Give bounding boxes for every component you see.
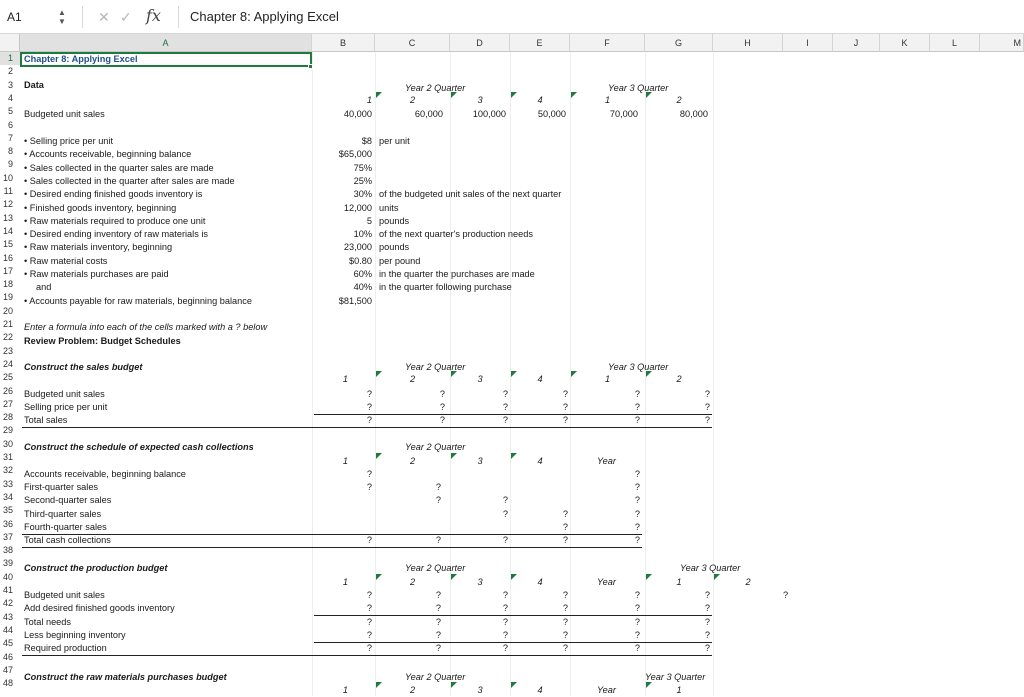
cell-e25[interactable]: 4 [537,374,543,384]
cell-b7[interactable]: $8 [361,136,372,146]
formula-placeholder[interactable]: ? [634,629,640,640]
column-header-g[interactable]: G [645,34,713,52]
cell-g39[interactable]: Year 3 Quarter [680,563,741,574]
cell-f24[interactable]: Year 3 Quarter [608,362,669,373]
row-header[interactable]: 1 [0,52,20,65]
cell-b13[interactable]: 5 [366,215,372,226]
cell-c18[interactable]: in the quarter following purchase [379,282,512,293]
cell-c31[interactable]: 2 [409,456,416,466]
cell-e40[interactable]: 4 [537,577,543,587]
cell-d4[interactable]: 3 [477,95,483,105]
cell-a7[interactable]: • Selling price per unit [24,136,114,146]
cell-a9[interactable]: • Sales collected in the quarter sales are made [24,162,214,173]
row-header[interactable]: 9 [0,158,20,171]
row-header[interactable]: 20 [0,305,20,318]
cell-a10[interactable]: • Sales collected in the quarter after sales are made [24,175,235,186]
cell-g25[interactable]: 2 [676,374,682,384]
cell-b8[interactable]: $65,000 [338,149,372,160]
cell-a45[interactable]: Required production [24,643,107,654]
cell-b31[interactable]: 1 [342,456,348,466]
row-header[interactable]: 19 [0,291,20,304]
cell-a13[interactable]: • Raw materials required to produce one unit [24,215,206,226]
name-box[interactable]: A1 [7,10,22,24]
cell-a21[interactable]: Enter a formula into each of the cells marked with a ? below [24,322,268,333]
error-indicator [646,92,652,98]
cell-a32[interactable]: Accounts receivable, beginning balance [24,468,186,479]
cell-c5[interactable]: 60,000 [414,109,443,119]
formula-placeholder[interactable]: ? [704,629,710,640]
formula-placeholder[interactable]: ? [502,535,508,546]
row-header[interactable]: 16 [0,252,20,265]
cell-b4[interactable]: 1 [366,95,372,105]
cell-a22[interactable]: Review Problem: Budget Schedules [24,335,181,346]
formula-placeholder[interactable]: ? [562,508,568,519]
cell-b11[interactable]: 30% [353,189,372,200]
formula-placeholder[interactable]: ? [502,643,508,654]
formula-input[interactable]: Chapter 8: Applying Excel [190,9,339,24]
row-header[interactable]: 36 [0,518,20,531]
row-header[interactable]: 13 [0,212,20,225]
column-header-i[interactable]: I [783,34,833,52]
row-header[interactable]: 31 [0,451,20,464]
cell-c4[interactable]: 2 [409,95,416,105]
cell-d40[interactable]: 3 [477,577,483,587]
formula-placeholder[interactable]: ? [562,629,568,640]
formula-placeholder[interactable]: ? [435,643,441,654]
cell-b14[interactable]: 10% [353,229,372,240]
cell-b19[interactable]: $81,500 [338,295,372,306]
row-header[interactable]: 6 [0,119,20,132]
formula-placeholder[interactable]: ? [366,590,372,600]
row-header[interactable]: 33 [0,478,20,491]
cell-f4[interactable]: 1 [604,95,611,105]
error-indicator [571,371,577,377]
row-header[interactable]: 15 [0,238,20,251]
cell-c25[interactable]: 2 [409,374,416,384]
cell-f47[interactable]: Year 3 Quarter [645,671,706,682]
cell-d48[interactable]: 3 [477,685,483,695]
cell-c3[interactable]: Year 2 Quarter [405,83,466,93]
formula-placeholder[interactable]: ? [704,388,710,399]
row-header[interactable]: 42 [0,597,20,610]
error-indicator [376,92,382,98]
row-header[interactable]: 24 [0,358,20,371]
cell-d5[interactable]: 100,000 [472,109,506,119]
cell-g40[interactable]: 1 [676,577,682,587]
cell-a27[interactable]: Selling price per unit [24,402,108,412]
row-header[interactable]: 47 [0,664,20,677]
formula-placeholder[interactable]: ? [634,495,640,506]
cell-b15[interactable]: 23,000 [343,242,372,253]
error-indicator [714,574,720,580]
formula-placeholder[interactable]: ? [502,590,508,600]
cell-h40[interactable]: 2 [745,577,751,587]
formula-bar [0,0,1024,34]
cell-a18[interactable]: and [36,282,52,293]
row-header[interactable]: 22 [0,331,20,344]
formula-placeholder[interactable]: ? [502,603,508,614]
cell-a44[interactable]: Less beginning inventory [24,629,126,640]
column-header-c[interactable]: C [375,34,450,52]
formula-placeholder[interactable]: ? [562,590,568,600]
error-indicator [376,574,382,580]
error-indicator [646,574,652,580]
formula-placeholder[interactable]: ? [366,481,372,492]
formula-placeholder[interactable]: ? [783,590,789,600]
cell-a5[interactable]: Budgeted unit sales [24,109,105,119]
row-header[interactable]: 14 [0,225,20,238]
row-header[interactable]: 27 [0,398,20,411]
error-indicator [511,574,517,580]
column-header-e[interactable]: E [510,34,570,52]
cell-f31[interactable]: Year [597,456,616,466]
cell-a11[interactable]: • Desired ending finished goods inventory is [24,189,203,200]
cell-d25[interactable]: 3 [477,374,483,384]
error-indicator [376,682,382,688]
row-header[interactable]: 48 [0,677,20,690]
cell-c12[interactable]: units [379,202,399,213]
cell-a28[interactable]: Total sales [24,415,68,426]
cell-c11[interactable]: of the budgeted unit sales of the next quarter [379,189,562,200]
row-header[interactable]: 37 [0,531,20,544]
cell-b40[interactable]: 1 [342,577,348,587]
sheet-title[interactable]: Chapter 8: Applying Excel [24,53,138,64]
error-indicator [376,453,382,459]
fill-handle[interactable] [308,64,313,69]
cell-c39[interactable]: Year 2 Quarter [405,563,466,574]
cell-b48[interactable]: 1 [342,685,348,695]
cell-c17[interactable]: in the quarter the purchases are made [379,269,535,279]
cell-a47[interactable]: Construct the raw materials purchases budget [24,671,227,682]
column-header-f[interactable]: F [570,34,645,52]
cell-a35[interactable]: Third-quarter sales [24,508,102,519]
formula-placeholder[interactable]: ? [634,535,640,546]
formula-placeholder[interactable]: ? [435,590,441,600]
formula-placeholder[interactable]: ? [562,402,568,412]
cell-b17[interactable]: 60% [353,269,372,279]
row-header[interactable]: 10 [0,172,20,185]
formula-placeholder[interactable]: ? [562,535,568,546]
formula-placeholder[interactable]: ? [366,468,372,479]
cell-e48[interactable]: 4 [537,685,543,695]
formula-placeholder[interactable]: ? [704,415,710,426]
formula-placeholder[interactable]: ? [502,495,508,506]
row-header[interactable]: 40 [0,571,20,584]
error-indicator [511,92,517,98]
formula-placeholder[interactable]: ? [435,481,441,492]
cell-a15[interactable]: • Raw materials inventory, beginning [24,242,173,253]
formula-placeholder[interactable]: ? [435,495,441,506]
row-header[interactable]: 3 [0,79,20,92]
cell-a42[interactable]: Add desired finished goods inventory [24,603,175,614]
cell-a34[interactable]: Second-quarter sales [24,495,112,506]
formula-placeholder[interactable]: ? [634,603,640,614]
cell-a43[interactable]: Total needs [24,616,71,627]
row-header[interactable]: 12 [0,198,20,211]
formula-placeholder[interactable]: ? [634,508,640,519]
formula-placeholder[interactable]: ? [502,629,508,640]
row-header[interactable]: 29 [0,424,20,437]
cell-c16[interactable]: per pound [379,255,421,266]
row-header[interactable]: 23 [0,345,20,358]
row-header[interactable]: 44 [0,624,20,637]
row-header[interactable]: 28 [0,411,20,424]
row-header[interactable]: 8 [0,145,20,158]
formula-placeholder[interactable]: ? [435,616,441,627]
formula-placeholder[interactable]: ? [634,616,640,627]
column-header-m[interactable]: M [980,34,1024,52]
row-header[interactable]: 11 [0,185,20,198]
cell-a26[interactable]: Budgeted unit sales [24,388,105,399]
row-header[interactable]: 45 [0,637,20,650]
error-indicator [646,682,652,688]
cell-a39[interactable]: Construct the production budget [24,563,168,574]
column-header-j[interactable]: J [833,34,880,52]
row-header[interactable]: 7 [0,132,20,145]
formula-placeholder[interactable]: ? [366,643,372,654]
cell-f40[interactable]: Year [597,577,616,587]
cell-e31[interactable]: 4 [537,456,543,466]
row-header[interactable]: 34 [0,491,20,504]
cell-c47[interactable]: Year 2 Quarter [405,671,466,682]
column-header-h[interactable]: H [713,34,783,52]
cell-b12[interactable]: 12,000 [343,202,372,213]
error-indicator [511,453,517,459]
cell-f48[interactable]: Year [597,685,616,695]
cell-d31[interactable]: 3 [477,456,483,466]
formula-placeholder[interactable]: ? [562,603,568,614]
formula-placeholder[interactable]: ? [562,521,568,532]
cell-f25[interactable]: 1 [604,374,611,384]
name-box-stepper-icon[interactable]: ▲ ▼ [58,8,66,26]
cell-e4[interactable]: 4 [537,95,543,105]
formula-placeholder[interactable]: ? [634,481,640,492]
formula-bar-divider [82,6,83,28]
cell-g5[interactable]: 80,000 [679,109,708,119]
formula-placeholder[interactable]: ? [634,402,640,412]
formula-placeholder[interactable]: ? [366,388,372,399]
row-header[interactable]: 43 [0,611,20,624]
formula-placeholder[interactable]: ? [704,603,710,614]
cell-a30[interactable]: Construct the schedule of expected cash collections [24,442,254,452]
formula-placeholder[interactable]: ? [704,616,710,627]
enter-icon[interactable]: ✓ [120,9,132,25]
error-indicator [571,92,577,98]
cell-b9[interactable]: 75% [353,162,372,173]
formula-placeholder[interactable]: ? [439,388,445,399]
cell-a36[interactable]: Fourth-quarter sales [24,521,107,532]
cell-border [22,655,712,656]
column-header-b[interactable]: B [312,34,375,52]
cell-c40[interactable]: 2 [409,577,416,587]
cell-a33[interactable]: First-quarter sales [24,481,99,492]
column-header-d[interactable]: D [450,34,510,52]
formula-placeholder[interactable]: ? [366,535,372,546]
formula-bar-divider [178,6,179,28]
cell-a37[interactable]: Total cash collections [24,535,111,546]
formula-placeholder[interactable]: ? [634,643,640,654]
formula-placeholder[interactable]: ? [634,415,640,426]
cell-c30[interactable]: Year 2 Quarter [405,442,466,452]
cell-f5[interactable]: 70,000 [609,109,638,119]
error-indicator [451,574,457,580]
row-header[interactable]: 5 [0,105,20,118]
formula-placeholder[interactable]: ? [634,468,640,479]
formula-placeholder[interactable]: ? [366,616,372,627]
cell-c14[interactable]: of the next quarter's production needs [379,229,533,240]
formula-placeholder[interactable]: ? [435,603,441,614]
cell-a14[interactable]: • Desired ending inventory of raw materials is [24,229,208,240]
column-header-k[interactable]: K [880,34,930,52]
error-indicator [511,682,517,688]
formula-placeholder[interactable]: ? [562,388,568,399]
cell-c24[interactable]: Year 2 Quarter [405,362,466,373]
fx-icon[interactable]: fx [146,6,161,25]
cell-c13[interactable]: pounds [379,215,410,226]
formula-placeholder[interactable]: ? [366,603,372,614]
error-indicator [451,453,457,459]
row-header[interactable]: 2 [0,65,20,78]
formula-placeholder[interactable]: ? [366,415,372,426]
row-header[interactable]: 35 [0,504,20,517]
error-indicator [451,92,457,98]
formula-placeholder[interactable]: ? [435,535,441,546]
formula-placeholder[interactable]: ? [634,590,640,600]
cell-a16[interactable]: • Raw material costs [24,255,108,266]
formula-placeholder[interactable]: ? [502,508,508,519]
cell-c7[interactable]: per unit [379,136,410,146]
formula-placeholder[interactable]: ? [634,521,640,532]
row-header[interactable]: 46 [0,651,20,664]
column-header-l[interactable]: L [930,34,980,52]
row-header[interactable]: 38 [0,544,20,557]
row-header[interactable]: 39 [0,557,20,570]
cell-g48[interactable]: 1 [676,685,682,695]
cell-b16[interactable]: $0.80 [349,255,372,266]
formula-placeholder[interactable]: ? [502,402,508,412]
row-header[interactable]: 30 [0,438,20,451]
cell-a41[interactable]: Budgeted unit sales [24,590,105,600]
cell-f3[interactable]: Year 3 Quarter [608,83,669,93]
formula-placeholder[interactable]: ? [704,590,710,600]
formula-placeholder[interactable]: ? [704,402,710,412]
cell-a17[interactable]: • Raw materials purchases are paid [24,269,169,279]
formula-placeholder[interactable]: ? [562,643,568,654]
formula-placeholder[interactable]: ? [562,415,568,426]
cell-border [22,547,642,548]
cell-a8[interactable]: • Accounts receivable, beginning balance [24,149,192,160]
formula-placeholder[interactable]: ? [562,616,568,627]
cell-b18[interactable]: 40% [353,282,372,293]
cell-e5[interactable]: 50,000 [537,109,566,119]
cancel-icon[interactable]: ✕ [98,9,110,25]
cell-a24[interactable]: Construct the sales budget [24,362,143,373]
formula-placeholder[interactable]: ? [366,629,372,640]
formula-placeholder[interactable]: ? [439,402,445,412]
error-indicator [451,371,457,377]
formula-placeholder[interactable]: ? [704,643,710,654]
row-header[interactable]: 32 [0,464,20,477]
row-header[interactable]: 17 [0,265,20,278]
row-header[interactable]: 18 [0,278,20,291]
error-indicator [646,371,652,377]
formula-placeholder[interactable]: ? [502,388,508,399]
formula-placeholder[interactable]: ? [435,629,441,640]
cell-b10[interactable]: 25% [353,175,372,186]
formula-placeholder[interactable]: ? [366,402,372,412]
row-header[interactable]: 25 [0,371,20,384]
row-header[interactable]: 26 [0,385,20,398]
cell-border [22,427,712,428]
row-header[interactable]: 41 [0,584,20,597]
select-all-corner[interactable] [0,34,20,52]
cell-b5[interactable]: 40,000 [343,109,372,119]
formula-placeholder[interactable]: ? [634,388,640,399]
row-header[interactable]: 4 [0,92,20,105]
formula-placeholder[interactable]: ? [439,415,445,426]
error-indicator [376,371,382,377]
formula-placeholder[interactable]: ? [502,415,508,426]
cell-g4[interactable]: 2 [676,95,682,105]
cell-b25[interactable]: 1 [342,374,348,384]
row-header[interactable]: 21 [0,318,20,331]
cell-c48[interactable]: 2 [409,685,416,695]
error-indicator [511,371,517,377]
cell-a12[interactable]: • Finished goods inventory, beginning [24,202,177,213]
gridline [713,52,714,696]
formula-placeholder[interactable]: ? [502,616,508,627]
cell-c15[interactable]: pounds [379,242,410,253]
cell-a19[interactable]: • Accounts payable for raw materials, beginning balance [24,295,252,306]
column-header-a[interactable]: A [20,34,312,52]
error-indicator [451,682,457,688]
cell-a3[interactable]: Data [24,79,44,90]
